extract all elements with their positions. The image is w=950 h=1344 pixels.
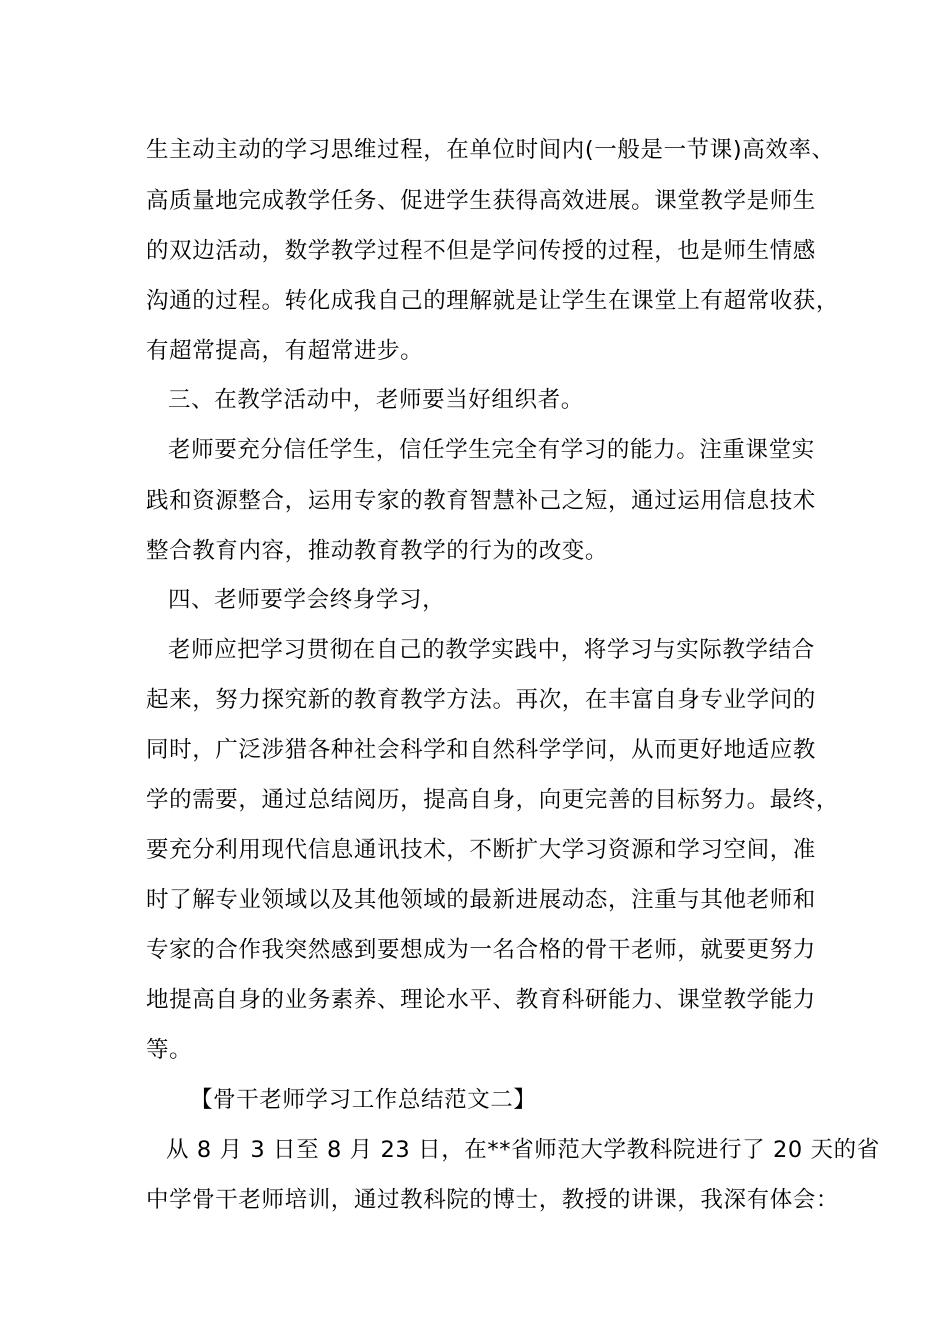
text-line: 践和资源整合，运用专家的教育智慧补己之短，通过运用信息技术	[146, 488, 816, 514]
text-line: 沟通的过程。转化成我自己的理解就是让学生在课堂上有超常收获，	[146, 288, 840, 314]
text-line: 学的需要，通过总结阅历，提高自身，向更完善的目标努力。最终，	[146, 787, 840, 813]
text-line: 整合教育内容，推动教育教学的行为的改变。	[146, 538, 609, 564]
text-line: 起来，努力探究新的教育教学方法。再次，在丰富自身专业学问的	[146, 687, 816, 713]
text-line: 高质量地完成教学任务、促进学生获得高效进展。课堂教学是师生	[146, 188, 816, 214]
text-line: 生主动主动的学习思维过程，在单位时间内(一般是一节课)高效率、	[146, 137, 835, 163]
text-line: 中学骨干老师培训，通过教科院的博士，教授的讲课，我深有体会：	[146, 1187, 840, 1213]
text-line: 同时，广泛涉猎各种社会科学和自然科学学问，从而更好地适应教	[146, 737, 816, 763]
text-line: 专家的合作我突然感到要想成为一名合格的骨干老师，就要更努力	[146, 937, 816, 963]
section-heading: 四、老师要学会终身学习，	[168, 587, 446, 613]
text-line: 老师应把学习贯彻在自己的教学实践中，将学习与实际教学结合	[168, 637, 815, 663]
article-title: 【骨干老师学习工作总结范文二】	[190, 1087, 537, 1113]
text-line: 有超常提高，有超常进步。	[146, 338, 424, 364]
text-line: 等。	[146, 1037, 193, 1063]
text-line: 老师要充分信任学生，信任学生完全有学习的能力。注重课堂实	[168, 437, 815, 463]
text-line: 要充分利用现代信息通讯技术，不断扩大学习资源和学习空间，准	[146, 837, 816, 863]
text-line: 地提高自身的业务素养、理论水平、教育科研能力、课堂教学能力	[146, 987, 816, 1013]
text-line: 时了解专业领域以及其他领域的最新进展动态，注重与其他老师和	[146, 887, 816, 913]
text-line: 的双边活动，数学教学过程不但是学问传授的过程，也是师生情感	[146, 238, 816, 264]
section-heading: 三、在教学活动中，老师要当好组织者。	[168, 387, 584, 413]
text-line: 从 8 月 3 日至 8 月 23 日，在**省师范大学教科院进行了 20 天的省	[166, 1137, 880, 1163]
